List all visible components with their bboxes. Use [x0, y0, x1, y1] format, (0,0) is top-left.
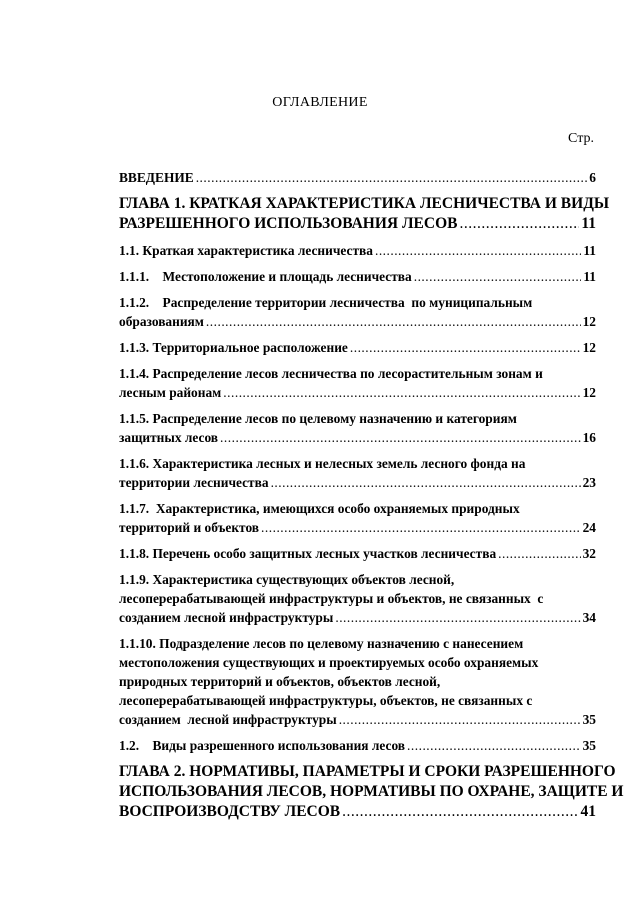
toc-page-number: 41	[580, 803, 596, 820]
toc-entry-text: 1.1. Краткая характеристика лесничества	[119, 243, 373, 258]
toc-entry-line	[119, 736, 596, 755]
toc-entry-text: 1.1.4. Распределение лесов лесничества по лесорастительным зонам и	[119, 366, 543, 381]
dot-leader	[271, 473, 581, 492]
dot-leader	[223, 383, 580, 402]
toc-entry[interactable]	[119, 634, 596, 729]
toc-entry[interactable]	[119, 267, 596, 286]
toc-entry-text: 1.1.10. Подразделение лесов по целевому назначению с нанесением	[119, 636, 524, 651]
toc-entry-line	[119, 312, 596, 331]
toc-page-number: 11	[581, 215, 596, 232]
toc-entry-text: 1.1.9. Характеристика существующих объектов лесной,	[119, 572, 455, 587]
toc-entry-line	[119, 710, 596, 729]
toc-entry-text: ГЛАВА 2. НОРМАТИВЫ, ПАРАМЕТРЫ И СРОКИ РАЗРЕШЕННОГО	[119, 763, 616, 780]
toc-entry-text: 1.2. Виды разрешенного использования лесов	[119, 738, 406, 753]
toc-page-number: 35	[582, 712, 596, 727]
toc-entry-line	[119, 338, 596, 357]
toc-entry-text: созданием лесной инфраструктуры	[119, 712, 337, 727]
toc-entry-text: лесным районам	[119, 385, 222, 400]
toc-entry-line	[119, 544, 596, 563]
toc-entry-line	[119, 802, 596, 822]
toc-entry-line	[119, 608, 596, 627]
toc-entry-line	[119, 267, 596, 286]
toc-entry-line	[119, 383, 596, 402]
toc-entry[interactable]	[119, 499, 596, 537]
toc-chapter-entry[interactable]	[119, 762, 624, 822]
toc-entry-text: ГЛАВА 1. КРАТКАЯ ХАРАКТЕРИСТИКА ЛЕСНИЧЕСТВА И ВИДЫ	[119, 195, 610, 212]
page-column-header: Стр.	[568, 131, 594, 146]
dot-leader	[206, 312, 581, 331]
dot-leader	[498, 544, 580, 563]
toc-entry-text: 1.1.3. Территориальное расположение	[119, 340, 348, 355]
toc-entry-text: РАЗРЕШЕННОГО ИСПОЛЬЗОВАНИЯ ЛЕСОВ	[119, 215, 458, 232]
toc-page-number: 12	[582, 340, 596, 355]
toc-entry-text: ВВЕДЕНИЕ	[119, 170, 194, 185]
dot-leader	[339, 710, 581, 729]
toc-entry[interactable]	[119, 736, 596, 755]
toc-entry[interactable]	[119, 454, 596, 492]
dot-leader	[407, 736, 581, 755]
toc-entry-text: 1.1.1. Местоположение и площадь лесничества	[119, 269, 412, 284]
toc-entry-line	[119, 168, 596, 187]
toc-entry[interactable]	[119, 168, 596, 187]
toc-entry[interactable]	[119, 364, 596, 402]
toc-page-number: 6	[589, 170, 596, 185]
toc-entry-text: ИСПОЛЬЗОВАНИЯ ЛЕСОВ, НОРМАТИВЫ ПО ОХРАНЕ, ЗАЩИТЕ И	[119, 783, 624, 800]
toc-entry-text: 1.1.7. Характеристика, имеющихся особо охраняемых природных	[119, 501, 520, 516]
dot-leader	[196, 168, 588, 187]
page-title: ОГЛАВЛЕНИЕ	[272, 95, 368, 110]
toc-page-number: 32	[582, 546, 596, 561]
toc-entry-text: 1.1.2. Распределение территории лесничества по муниципальным	[119, 295, 533, 310]
toc-entry[interactable]	[119, 293, 596, 331]
dot-leader	[350, 338, 581, 357]
toc-page-number: 11	[583, 269, 596, 284]
dot-leader	[375, 241, 581, 260]
toc-page-number: 35	[582, 738, 596, 753]
toc-entry-text: ВОСПРОИЗВОДСТВУ ЛЕСОВ	[119, 803, 341, 820]
toc-entry[interactable]	[119, 570, 596, 627]
toc-entry-line	[119, 241, 596, 260]
dot-leader	[459, 214, 579, 234]
toc-entry-text: 1.1.5. Распределение лесов по целевому назначению и категориям	[119, 411, 517, 426]
toc-entry[interactable]	[119, 241, 596, 260]
toc-entry-text: природных территорий и объектов, объектов лесной,	[119, 674, 441, 689]
toc-entry-text: лесоперерабатывающей инфраструктуры и объектов, не связанных с	[119, 591, 544, 606]
toc-entry[interactable]	[119, 409, 596, 447]
toc-entry-text: образованиям	[119, 314, 204, 329]
toc-page-number: 24	[582, 520, 596, 535]
toc-entry-text: лесоперерабатывающей инфраструктуры, объектов, не связанных с	[119, 693, 533, 708]
toc-page-number: 16	[582, 430, 596, 445]
toc-entry-line	[119, 518, 596, 537]
toc-entry-line	[119, 473, 596, 492]
toc-entry-text: местоположения существующих и проектируемых особо охраняемых	[119, 655, 539, 670]
toc-chapter-entry[interactable]	[119, 194, 610, 234]
toc-entry-text: территорий и объектов	[119, 520, 260, 535]
toc-entry[interactable]	[119, 338, 596, 357]
toc-page-number: 12	[582, 314, 596, 329]
dot-leader	[414, 267, 582, 286]
dot-leader	[335, 608, 580, 627]
toc-entry-line	[119, 214, 596, 234]
toc-page-number: 34	[582, 610, 596, 625]
toc-page-number: 11	[583, 243, 596, 258]
dot-leader	[342, 802, 578, 822]
toc-entry-text: 1.1.8. Перечень особо защитных лесных участков лесничества	[119, 546, 497, 561]
toc-entry[interactable]	[119, 544, 596, 563]
toc-entry-text: 1.1.6. Характеристика лесных и нелесных земель лесного фонда на	[119, 456, 526, 471]
toc-entry-text: защитных лесов	[119, 430, 219, 445]
toc-page-number: 12	[582, 385, 596, 400]
toc-entry-text: территории лесничества	[119, 475, 269, 490]
dot-leader	[261, 518, 581, 537]
toc-entry-text: созданием лесной инфраструктуры	[119, 610, 334, 625]
table-of-contents	[119, 168, 624, 829]
toc-entry-line	[119, 428, 596, 447]
toc-page-number: 23	[582, 475, 596, 490]
dot-leader	[220, 428, 581, 447]
